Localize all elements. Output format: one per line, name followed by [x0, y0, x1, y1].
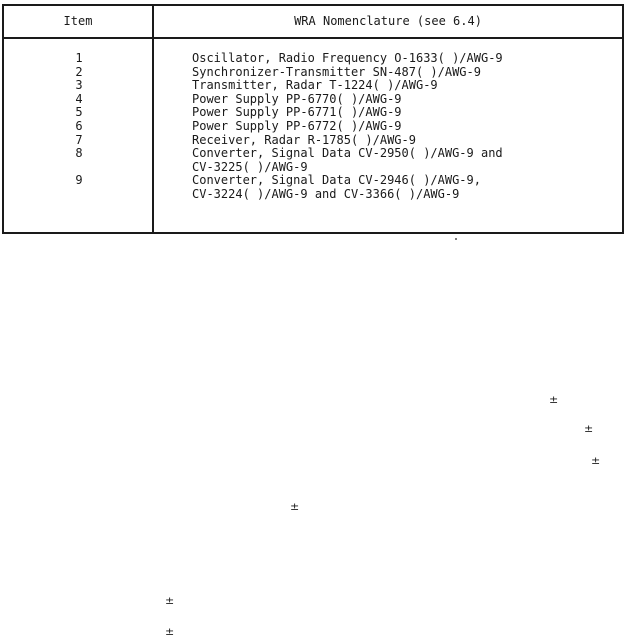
plus-minus-symbol: ±	[165, 625, 175, 638]
item-number: 9	[75, 173, 83, 188]
item-number: 7	[75, 132, 83, 147]
nomenclature-text: CV-3224( )/AWG-9 and CV-3366( )/AWG-9	[192, 187, 460, 201]
nomenclature-text: CV-3225( )/AWG-9	[192, 159, 308, 174]
header-nomenclature: WRA Nomenclature (see 6.4)	[294, 14, 482, 28]
nomenclature-text: Converter, Signal Data CV-2946( )/AWG-9,	[192, 173, 481, 188]
stray-mark	[455, 238, 457, 240]
item-number: 4	[75, 91, 83, 106]
nomenclature-text: Power Supply PP-6772( )/AWG-9	[192, 119, 402, 133]
item-number: 6	[75, 119, 83, 133]
wra-table	[2, 4, 624, 234]
header-item: Item	[63, 14, 93, 28]
item-number: 3	[75, 78, 83, 93]
nomenclature-text: Power Supply PP-6770( )/AWG-9	[192, 91, 402, 106]
nomenclature-text: Synchronizer-Transmitter SN-487( )/AWG-9	[192, 64, 481, 79]
header-rule	[4, 37, 622, 39]
plus-minus-symbol: ±	[290, 500, 300, 513]
item-number: 1	[75, 51, 83, 65]
nomenclature-text: Converter, Signal Data CV-2950( )/AWG-9 and	[192, 146, 503, 161]
nomenclature-text: Oscillator, Radio Frequency O-1633( )/AWG-9	[192, 51, 503, 65]
item-number: 8	[75, 146, 83, 161]
item-number: 5	[75, 105, 83, 120]
nomenclature-text: Transmitter, Radar T-1224( )/AWG-9	[192, 78, 438, 93]
plus-minus-symbol: ±	[584, 422, 594, 435]
nomenclature-text: Power Supply PP-6771( )/AWG-9	[192, 105, 402, 120]
nomenclature-text: Receiver, Radar R-1785( )/AWG-9	[192, 132, 416, 147]
item-number: 2	[75, 64, 83, 79]
plus-minus-symbol: ±	[165, 594, 175, 607]
plus-minus-symbol: ±	[549, 393, 559, 406]
plus-minus-symbol: ±	[591, 454, 601, 467]
